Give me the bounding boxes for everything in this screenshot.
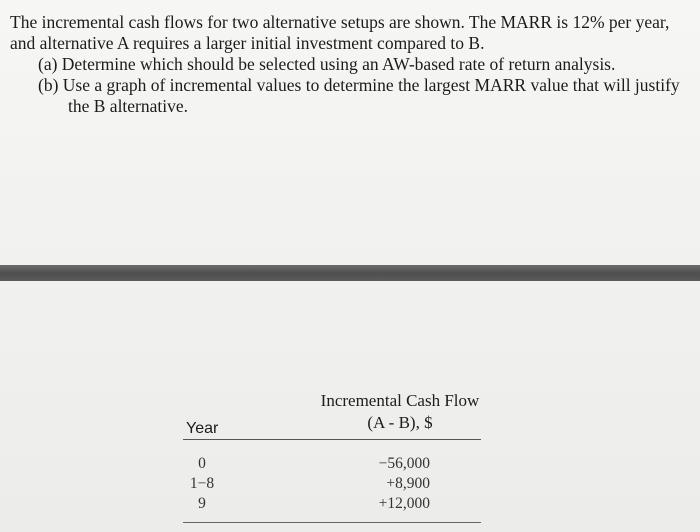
year-column — [182, 454, 222, 514]
cash-cell: +12,000 — [378, 495, 430, 512]
year-cell: 0 — [198, 455, 206, 472]
year-cell: 1−8 — [189, 475, 215, 492]
header-incremental-cash-flow — [300, 390, 500, 434]
cash-cell: −56,000 — [378, 455, 430, 472]
cash-cell: +8,900 — [386, 475, 430, 492]
header-year: Year — [186, 420, 219, 437]
table-rule-top — [183, 439, 481, 440]
header-cash-line2: (A - B), $ — [367, 413, 433, 432]
cash-flow-table — [0, 282, 700, 532]
problem-statement — [10, 12, 690, 117]
year-cell: 9 — [198, 495, 206, 512]
page-divider — [0, 265, 700, 281]
problem-intro: The incremental cash flows for two alternative setups are shown. The MARR is 12% per year, and alternative A requires a larger initial investment compared to B. — [10, 12, 670, 53]
problem-part-b: (b) Use a graph of incremental values to determine the largest MARR value that will justify the B alternative. — [38, 75, 680, 116]
cash-column — [330, 454, 430, 514]
table-rule-bottom — [183, 522, 481, 523]
problem-part-a: (a) Determine which should be selected using an AW-based rate of return analysis. — [38, 54, 616, 74]
header-cash-line1: Incremental Cash Flow — [320, 391, 480, 410]
